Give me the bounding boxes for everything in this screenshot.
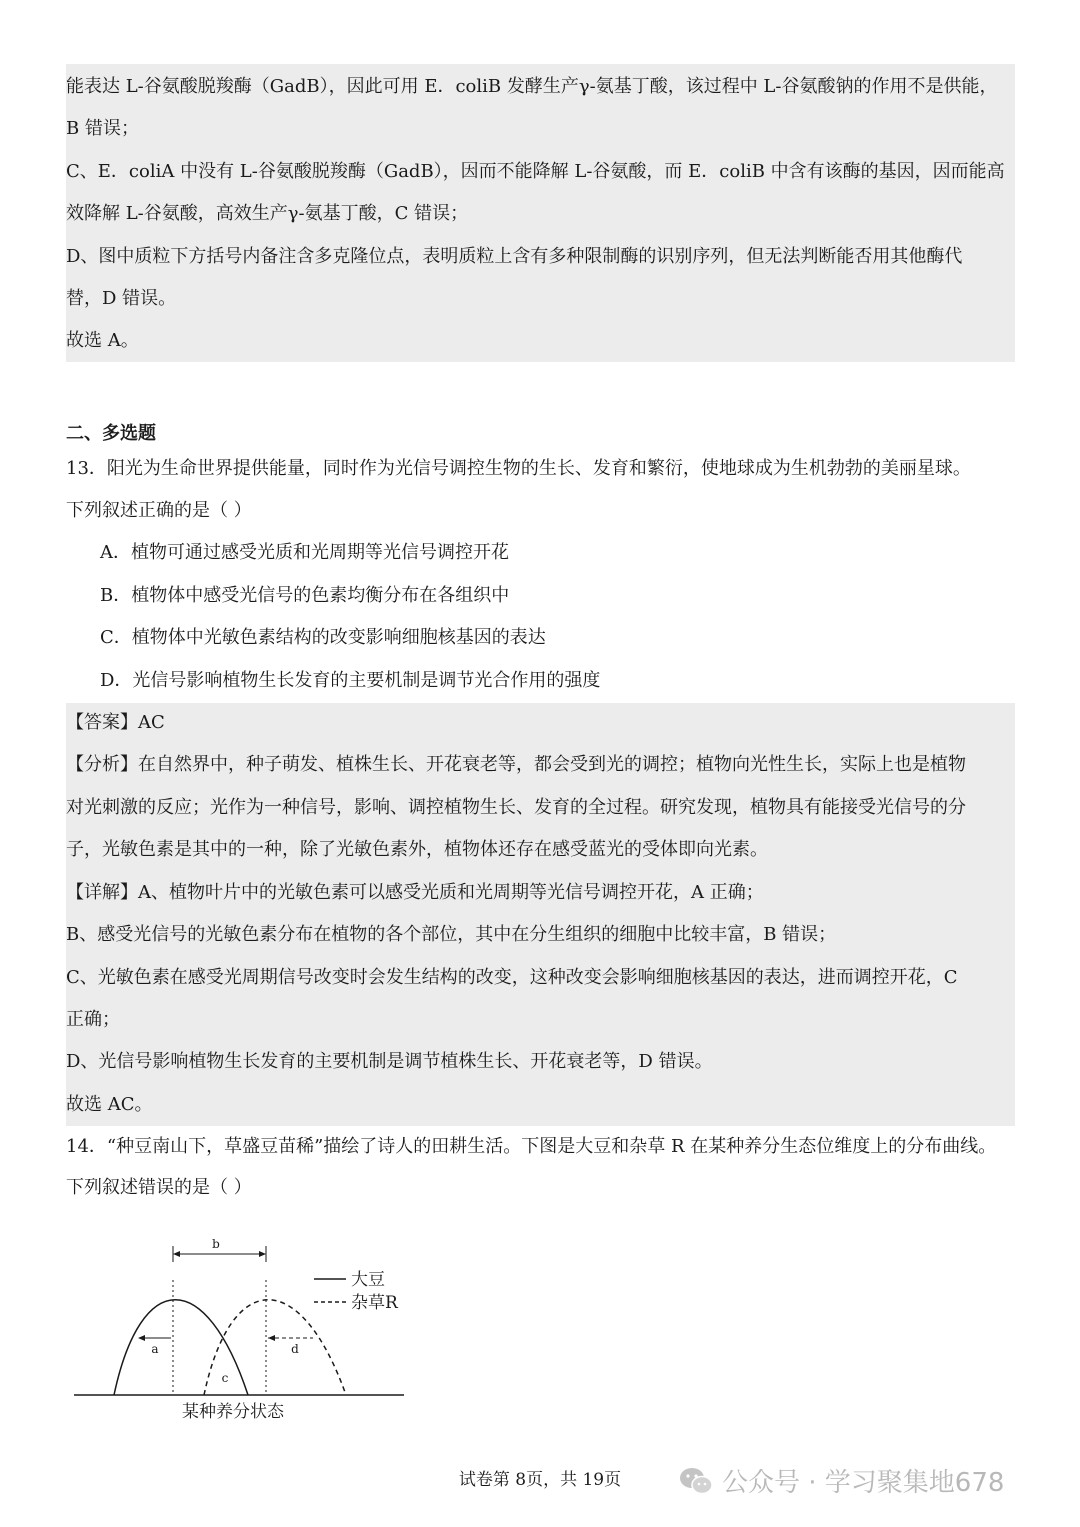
question-stem: 下列叙述错误的是（ ）	[66, 1177, 252, 1198]
legend-soy: 大豆	[351, 1270, 385, 1290]
label-c: c	[221, 1371, 229, 1385]
legend-weed: 杂草R	[351, 1293, 398, 1313]
detail-line: 【详解】A、植物叶片中的光敏色素可以感受光质和光周期等光信号调控开花，A 正确；	[66, 882, 764, 903]
text-line: 效降解 L-谷氨酸，高效生产γ-氨基丁酸，C 错误；	[66, 203, 469, 224]
text-line: 替，D 错误。	[66, 288, 177, 309]
detail-line: B、感受光信号的光敏色素分布在植物的各个部位，其中在分生组织的细胞中比较丰富，B 错误；	[66, 924, 837, 945]
label-b: b	[212, 1237, 220, 1251]
watermark-text: 公众号 · 学习聚集地678	[722, 1468, 1005, 1498]
text-line: C、E．coliA 中没有 L-谷氨酸脱羧酶（GadB），因而不能降解 L-谷氨酸，而 E．coliB 中含有该酶的基因，因而能高	[66, 161, 1005, 182]
analysis-line: 对光刺激的反应；光作为一种信号，影响、调控植物生长、发育的全过程。研究发现，植物具有能接受光信号的分	[66, 797, 966, 818]
niche-distribution-figure	[66, 1228, 416, 1428]
question-stem: 下列叙述正确的是（ ）	[66, 500, 252, 521]
option-b: B．植物体中感受光信号的色素均衡分布在各组织中	[100, 585, 510, 606]
watermark	[678, 1462, 1004, 1499]
analysis-line: 【分析】在自然界中，种子萌发、植株生长、开花衰老等，都会受到光的调控；植物向光性生长，实际上也是植物	[66, 754, 966, 775]
text-line: 能表达 L-谷氨酸脱羧酶（GadB），因此可用 E．coliB 发酵生产γ-氨基丁酸，该过程中 L-谷氨酸钠的作用不是供能，	[66, 76, 998, 97]
label-d: d	[291, 1342, 299, 1356]
choose-line: 故选 AC。	[66, 1094, 153, 1115]
text-line: B 错误；	[66, 118, 139, 139]
option-a: A．植物可通过感受光质和光周期等光信号调控开花	[100, 542, 509, 563]
page-footer: 试卷第 8页，共 19页	[458, 1470, 622, 1490]
text-line: D、图中质粒下方括号内备注含多克隆位点，表明质粒上含有多种限制酶的识别序列，但无法判断能否用其他酶代	[66, 246, 963, 267]
detail-line: 正确；	[66, 1009, 120, 1030]
analysis-line: 子，光敏色素是其中的一种，除了光敏色素外，植物体还存在感受蓝光的受体即向光素。	[66, 839, 768, 860]
wechat-icon	[678, 1466, 714, 1496]
label-a: a	[151, 1342, 159, 1356]
option-d: D．光信号影响植物生长发育的主要机制是调节光合作用的强度	[100, 670, 601, 691]
detail-line: D、光信号影响植物生长发育的主要机制是调节植株生长、开花衰老等，D 错误。	[66, 1051, 713, 1072]
question-stem: 14．“种豆南山下，草盛豆苗稀”描绘了诗人的田耕生活。下图是大豆和杂草 R 在某种养分生态位维度上的分布曲线。	[66, 1136, 997, 1157]
answer-line: 【答案】AC	[66, 712, 165, 733]
x-axis-label: 某种养分状态	[182, 1402, 284, 1422]
question-stem: 13．阳光为生命世界提供能量，同时作为光信号调控生物的生长、发育和繁衍，使地球成为生机勃勃的美丽星球。	[66, 458, 971, 479]
option-c: C．植物体中光敏色素结构的改变影响细胞核基因的表达	[100, 627, 546, 648]
detail-line: C、光敏色素在感受光周期信号改变时会发生结构的改变，这种改变会影响细胞核基因的表达，进而调控开花，C	[66, 967, 958, 988]
section-title: 二、多选题	[66, 423, 156, 444]
text-line: 故选 A。	[66, 330, 139, 351]
